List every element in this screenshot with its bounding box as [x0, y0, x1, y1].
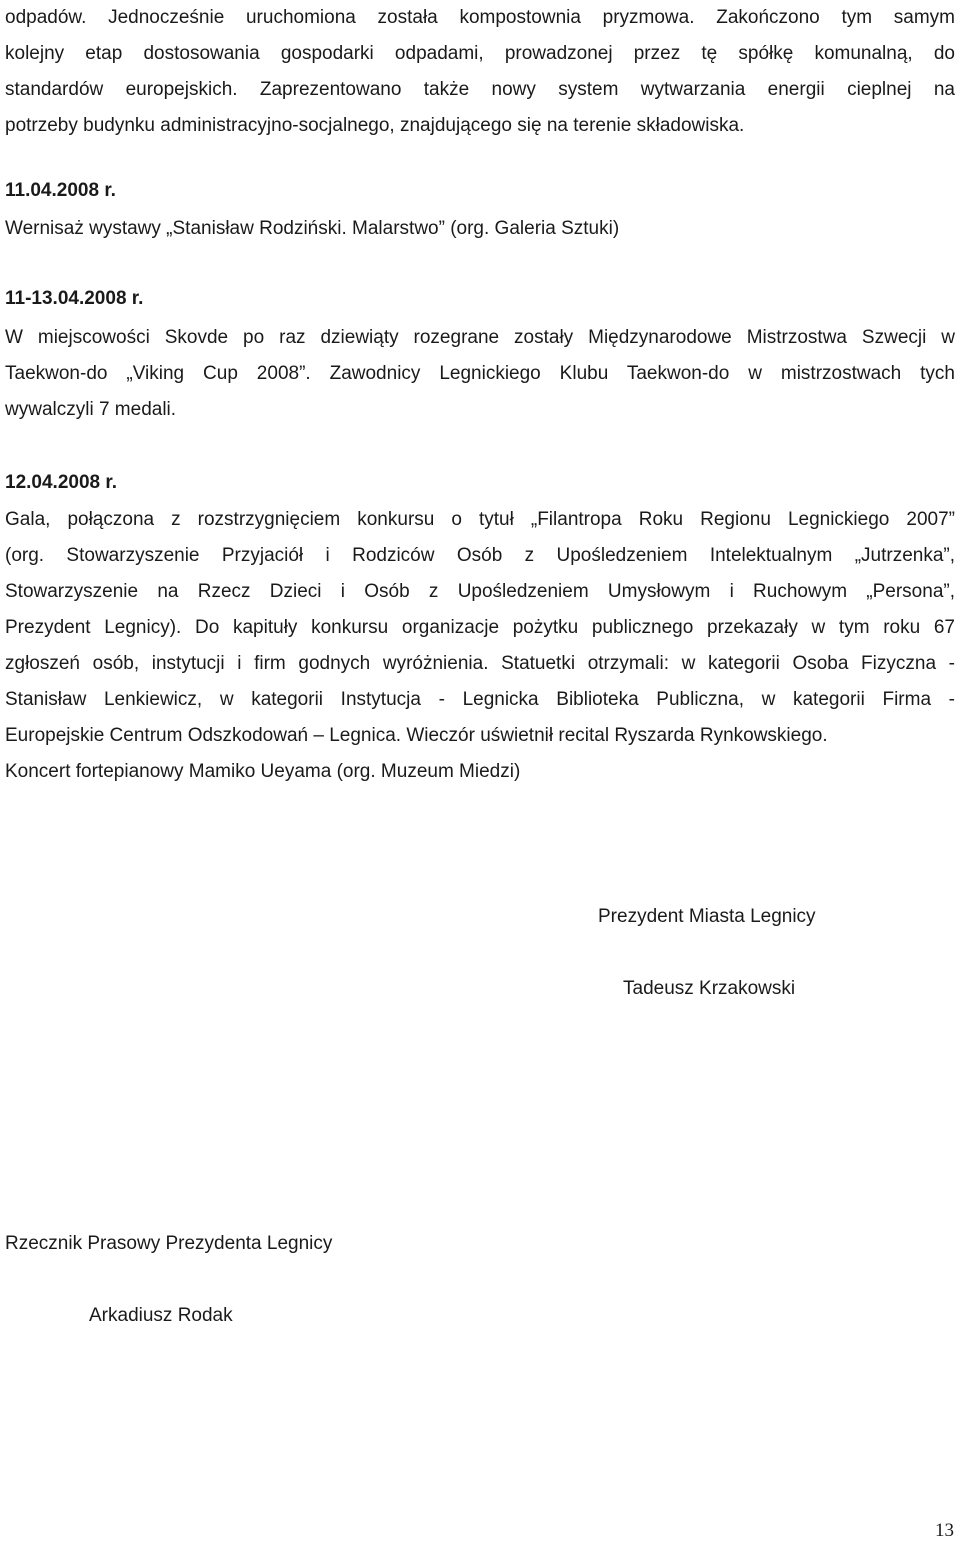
event-line: (org. Stowarzyszenie Przyjaciół i Rodziców Osób z Upośledzeniem Intelektualnym „Jutrzenka”, [5, 545, 955, 566]
signature-name: Tadeusz Krzakowski [623, 978, 796, 999]
intro-line: kolejny etap dostosowania gospodarki odpadami, prowadzonej przez tę spółkę komunalną, do [5, 43, 955, 64]
event-line: W miejscowości Skovde po raz dziewiąty rozegrane zostały Międzynarodowe Mistrzostwa Szwecji w [5, 327, 955, 348]
event-description [5, 211, 955, 247]
event-date: 11-13.04.2008 r. [5, 288, 144, 309]
event-line: Wernisaż wystawy „Stanisław Rodziński. Malarstwo” (org. Galeria Sztuki) [5, 218, 620, 239]
event-date: 12.04.2008 r. [5, 472, 117, 493]
intro-line: standardów europejskich. Zaprezentowano także nowy system wytwarzania energii cieplnej na [5, 79, 955, 100]
event-line: Koncert fortepianowy Mamiko Ueyama (org. Muzeum Miedzi) [5, 761, 521, 782]
intro-line: odpadów. Jednocześnie uruchomiona została kompostownia pryzmowa. Zakończono tym samym [5, 7, 955, 28]
event-line: Europejskie Centrum Odszkodowań – Legnica. Wieczór uświetnił recital Ryszarda Rynkowskiego. [5, 725, 828, 746]
event-line: Gala, połączona z rozstrzygnięciem konkursu o tytuł „Filantropa Roku Regionu Legnickiego 2007” [5, 509, 955, 530]
event-line: Prezydent Legnicy). Do kapituły konkursu organizacje pożytku publicznego przekazały w tym roku 67 [5, 617, 955, 638]
page-number: 13 [935, 1520, 954, 1541]
signature-title: Prezydent Miasta Legnicy [598, 906, 816, 927]
event-description [5, 502, 955, 790]
signature-title: Rzecznik Prasowy Prezydenta Legnicy [5, 1233, 333, 1254]
intro-line: potrzeby budynku administracyjno-socjalnego, znajdującego się na terenie składowiska. [5, 115, 745, 136]
event-line: Taekwon-do „Viking Cup 2008”. Zawodnicy Legnickiego Klubu Taekwon-do w mistrzostwach tych [5, 363, 955, 384]
event-line: zgłoszeń osób, instytucji i firm godnych wyróżnienia. Statuetki otrzymali: w kategorii Osoba Fizyczna - [5, 653, 955, 674]
event-line: wywalczyli 7 medali. [5, 399, 177, 420]
event-date: 11.04.2008 r. [5, 180, 116, 201]
event-line: Stowarzyszenie na Rzecz Dzieci i Osób z Upośledzeniem Umysłowym i Ruchowym „Persona”, [5, 581, 955, 602]
intro-paragraph [5, 0, 955, 144]
event-description [5, 320, 955, 428]
event-line: Stanisław Lenkiewicz, w kategorii Instytucja - Legnicka Biblioteka Publiczna, w kategorii Firma - [5, 689, 955, 710]
signature-name: Arkadiusz Rodak [89, 1305, 233, 1326]
